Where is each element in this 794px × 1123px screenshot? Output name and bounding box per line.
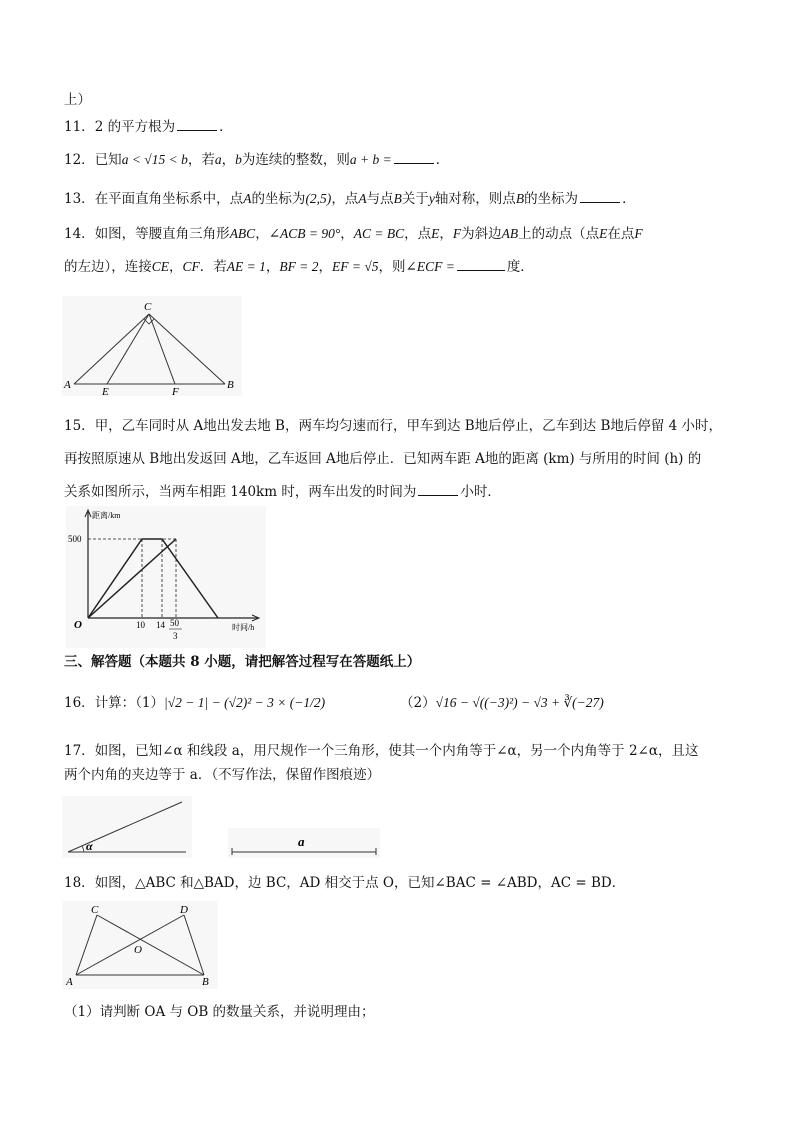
prev-question-tail: 上）: [64, 92, 91, 108]
math-variable: E: [431, 226, 440, 241]
question-text: ，: [221, 152, 236, 168]
question-text: 在点: [607, 226, 635, 242]
math-expression: AE = 1: [226, 259, 266, 274]
y-axis-label: 距离/km: [92, 511, 121, 520]
label-b: B: [227, 379, 234, 391]
question-number: 17．: [64, 743, 95, 759]
math-variable: CF: [182, 259, 200, 274]
question-text: 轴对称，则点: [434, 191, 516, 207]
math-expression: √16 − √((−3)²) − √3 + ∛(−27): [435, 695, 604, 710]
question-14-line-2: [64, 257, 734, 277]
question-text: ，: [169, 259, 183, 275]
segment-a-figure: [228, 828, 380, 858]
question-text: 与点: [366, 191, 394, 207]
math-variable: F: [452, 226, 462, 241]
question-number: 16．: [64, 695, 95, 711]
math-variable: a: [214, 152, 222, 167]
label-a: A: [64, 379, 71, 391]
question-text: ，: [439, 226, 453, 242]
math-expression: BF = 2: [279, 259, 319, 274]
label-f: F: [172, 386, 179, 396]
question-text: 2 的平方根为: [94, 119, 176, 135]
question-text: ．: [622, 191, 636, 207]
alpha-label: α: [86, 839, 93, 853]
question-number: 15．: [64, 418, 95, 434]
label-a: A: [66, 976, 73, 988]
part-label: （1）: [135, 695, 165, 711]
label-c: C: [144, 301, 152, 313]
part-label: （2）: [400, 695, 436, 711]
question-13: [64, 189, 734, 209]
question-text: ，: [318, 259, 332, 275]
answer-blank[interactable]: [177, 118, 217, 131]
quadrilateral-figure: [62, 901, 218, 989]
math-variable: CE: [151, 259, 170, 274]
question-text: 的坐标为: [251, 191, 306, 207]
question-15-line-2: 再按照原速从 B地出发返回 A地，乙车返回 A地后停止．已知两车距 A地的距离 (km) 与所用的时间 (h) 的: [64, 451, 702, 467]
math-variable: A: [358, 191, 367, 206]
math-variable: B: [393, 191, 402, 206]
question-number: 11．: [64, 119, 95, 135]
math-expression: ABC: [229, 226, 256, 241]
math-variable: AB: [501, 226, 519, 241]
math-variable: y: [428, 191, 435, 206]
label-o: O: [134, 944, 142, 956]
x-axis-label: 时间/h: [232, 623, 255, 632]
math-expression: AC = BC: [353, 226, 405, 241]
question-text: 甲，乙车同时从 A地出发去地 B，两车均匀速而行，甲车到达 B地后停止，乙车到达 B地后停留 4 小时，: [94, 418, 723, 434]
question-14-line-1: [64, 224, 734, 244]
figure-background: [62, 796, 192, 858]
question-text: ．: [435, 152, 450, 168]
question-text: 小时．: [460, 484, 501, 500]
question-text: ，点: [331, 191, 359, 207]
question-number: 13．: [64, 191, 95, 207]
math-expression: EF = √5: [332, 259, 379, 274]
triangle-figure: [62, 296, 242, 396]
answer-blank[interactable]: [580, 190, 620, 203]
figure-background: [62, 296, 242, 396]
question-text: 关于: [401, 191, 429, 207]
question-text: 度．: [506, 259, 534, 275]
tick-10: 10: [136, 620, 145, 630]
question-text: 为斜边: [461, 226, 502, 242]
question-text: ．: [219, 119, 233, 135]
label-e: E: [102, 386, 109, 396]
tick-500: 500: [68, 534, 82, 544]
answer-blank[interactable]: [457, 258, 505, 271]
question-text: ，则: [378, 259, 406, 275]
math-expression: a + b =: [349, 152, 392, 167]
question-18-sub-1: （1）请判断 OA 与 OB 的数量关系，并说明理由；: [64, 1004, 375, 1020]
math-expression: a < √15 < b: [121, 152, 188, 167]
question-text: ，: [255, 226, 269, 242]
question-17-line-1: [64, 741, 734, 761]
question-18: [64, 873, 734, 893]
question-text: ，: [340, 226, 354, 242]
math-variable: F: [634, 226, 643, 241]
math-expression: |√2 − 1| − (√2)² − 3 × (−1/2): [164, 695, 326, 710]
label-b: B: [202, 976, 209, 988]
math-variable: b: [235, 152, 242, 167]
question-number: 12．: [64, 152, 95, 168]
answer-blank[interactable]: [418, 483, 458, 496]
answer-blank[interactable]: [394, 151, 434, 164]
question-text: ，点: [404, 226, 432, 242]
question-number: 18．: [64, 875, 95, 891]
question-15-line-1: [64, 416, 734, 436]
question-11: [64, 117, 734, 137]
math-expression: (2,5): [305, 191, 332, 206]
question-text: 为连续的整数，则: [241, 152, 350, 168]
label-d: D: [180, 904, 188, 916]
math-variable: A: [243, 191, 252, 206]
section-heading: 三、解答题（本题共 8 小题，请把解答过程写在答题纸上）: [64, 654, 421, 670]
question-text: 在平面直角坐标系中，点: [94, 191, 244, 207]
question-17-line-2: 两个内角的夹边等于 a．（不写作法，保留作图痕迹）: [64, 767, 381, 783]
a-label: a: [298, 834, 305, 849]
question-text: 如图，△ABC 和△BAD，边 BC，AD 相交于点 O，已知∠BAC = ∠ABD，AC = BD．: [94, 875, 626, 891]
math-variable: E: [599, 226, 608, 241]
question-text: 计算：: [94, 695, 136, 711]
question-text: ，若: [187, 152, 215, 168]
question-text: 如图，已知∠α 和线段 a，用尺规作一个三角形，使其一个内角等于∠α，另一个内角等于 2∠α，且这: [94, 743, 699, 759]
question-text: 如图，等腰直角三角形: [94, 226, 230, 242]
angle-alpha-figure: [62, 796, 192, 858]
label-c: C: [91, 904, 99, 916]
origin-label: O: [74, 619, 82, 631]
question-text: 的左边），连接: [64, 259, 152, 275]
question-text: ，: [265, 259, 280, 275]
distance-time-graph: [66, 506, 266, 648]
question-16-part-2: [400, 693, 734, 713]
question-text: 的坐标为: [524, 191, 579, 207]
question-text: 关系如图所示，当两车相距 140km 时，两车出发的时间为: [64, 484, 417, 500]
tick-14: 14: [156, 620, 165, 630]
question-text: ．若: [199, 259, 227, 275]
math-variable: B: [515, 191, 525, 206]
question-text: 已知: [94, 152, 122, 168]
math-expression: ∠ECF =: [405, 259, 455, 274]
question-number: 14．: [64, 226, 95, 242]
tick-50-numerator: 50: [170, 618, 179, 628]
question-text: 上的动点（点: [518, 226, 600, 242]
question-15-line-3: [64, 482, 734, 502]
tick-50-denominator: 3: [173, 631, 178, 641]
math-expression: ∠ACB = 90°: [268, 226, 341, 241]
question-12: [64, 150, 734, 170]
